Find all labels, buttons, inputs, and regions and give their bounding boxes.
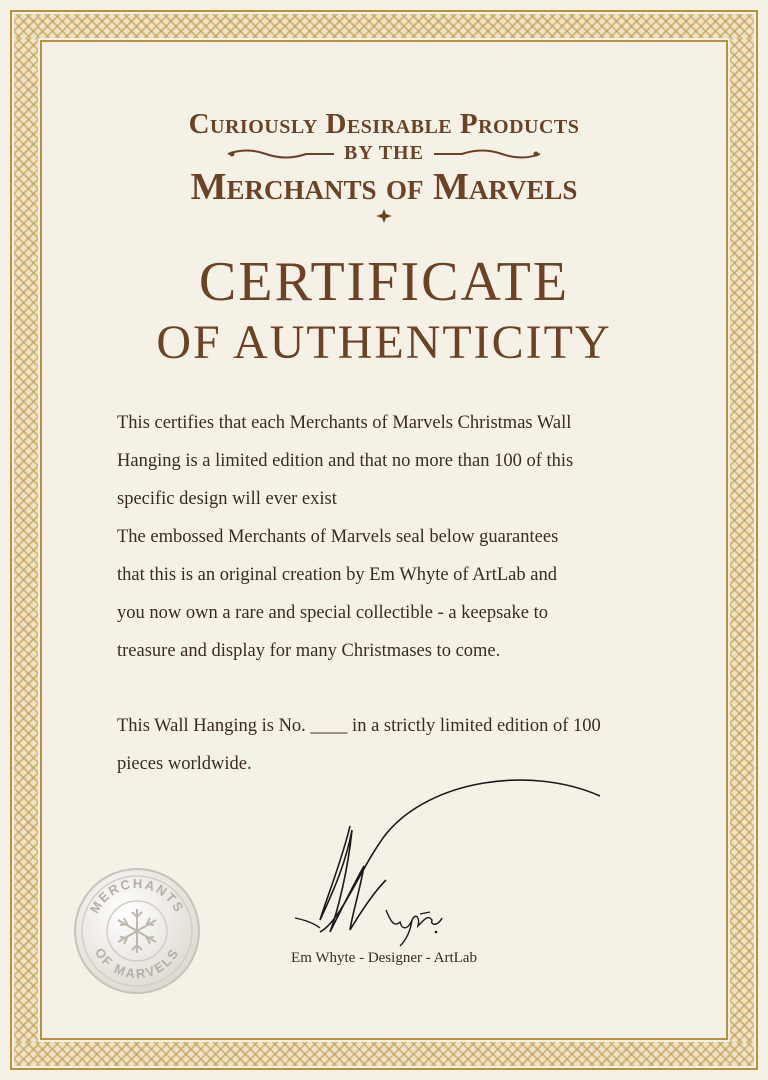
paragraph-line: pieces worldwide.	[117, 754, 252, 774]
embossed-seal	[72, 866, 202, 996]
title-line-1: CERTIFICATE	[198, 251, 570, 313]
paragraph-line: The embossed Merchants of Marvels seal below guarantees	[117, 527, 559, 547]
seal-top-text: MERCHANTS	[86, 875, 188, 916]
star-ornament-icon	[376, 209, 392, 223]
seal-bottom-text: OF MARVELS	[91, 945, 183, 982]
designer-signature	[290, 770, 610, 950]
right-flourish-icon	[432, 147, 542, 161]
title-line-2: OF AUTHENTICITY	[156, 316, 612, 369]
paragraph-line: Hanging is a limited edition and that no more than 100 of this	[117, 451, 574, 471]
signature-caption: Em Whyte - Designer - ArtLab	[291, 950, 477, 966]
paragraph-line: treasure and display for many Christmases to come.	[117, 641, 501, 661]
paragraph-line: This certifies that each Merchants of Marvels Christmas Wall	[117, 413, 572, 433]
logo-brand-name: Merchants of Marvels	[190, 166, 578, 208]
logo-middle-row	[0, 142, 768, 165]
brand-logo	[0, 108, 768, 223]
paragraph-line: you now own a rare and special collectible - a keepsake to	[117, 603, 548, 623]
paragraph-line: specific design will ever exist	[117, 489, 337, 509]
logo-tagline: Curiously Desirable Products	[188, 108, 580, 140]
certification-paragraph	[117, 404, 677, 670]
certificate-title	[0, 250, 768, 372]
paragraph-line: This Wall Hanging is No. ____ in a strictly limited edition of 100	[117, 716, 601, 736]
paragraph-line: that this is an original creation by Em Whyte of ArtLab and	[117, 565, 557, 585]
logo-by-the: BY THE	[344, 142, 424, 164]
left-flourish-icon	[226, 147, 336, 161]
